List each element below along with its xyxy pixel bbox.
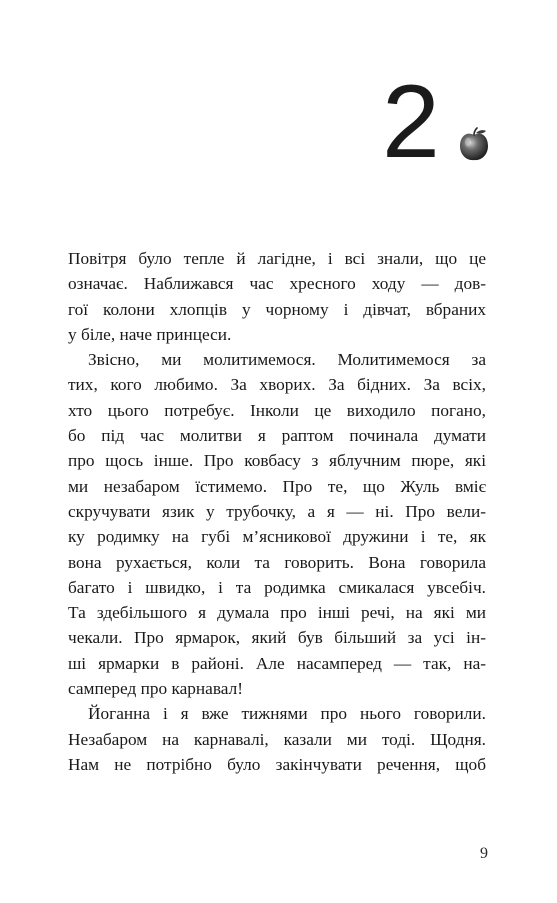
body-text — [68, 246, 486, 777]
text-line: скручувати язик у трубочку, а я — ні. Про вели- — [68, 501, 486, 521]
text-line: багато і швидко, і та родимка смикалася увсебіч. — [68, 577, 486, 597]
text-line: хто цього потребує. Інколи це виходило погано, — [68, 400, 486, 420]
text-line: у біле, наче принцеси. — [68, 324, 232, 344]
text-line: Нам не потрібно було закінчувати речення, щоб — [68, 754, 486, 774]
text-line: ми незабаром їстимемо. Про те, що Жуль вміє — [68, 476, 486, 496]
text-line: гої колони хлопців у чорному і дівчат, вбраних — [68, 299, 486, 319]
text-line: Та здебільшого я думала про інші речі, на які ми — [68, 603, 486, 623]
text-line: бо під час молитви я раптом починала думати — [68, 426, 486, 446]
text-line: Незабаром на карнавалі, казали ми тоді. Щодня. — [68, 729, 486, 749]
text-line: тих, кого любимо. За хворих. За бідних. За всіх, — [68, 375, 486, 395]
text-line: самперед про карнавал! — [68, 679, 243, 699]
text-line: про щось інше. Про ковбасу з яблучним пюре, які — [68, 451, 486, 471]
text-line: чекали. Про ярмарок, який був більший за усі ін- — [68, 628, 486, 648]
text-line: Йоганна і я вже тижнями про нього говорили. — [88, 704, 486, 724]
page-number: 9 — [480, 845, 488, 862]
text-line: означає. Наближався час хресного ходу — дов- — [68, 274, 486, 294]
chapter-heading — [376, 64, 506, 180]
apple-icon — [457, 127, 491, 163]
text-line: ку родимку на губі м’ясникової дружини і те, як — [68, 527, 486, 547]
text-line: вона рухається, коли та говорить. Вона говорила — [68, 552, 486, 572]
text-line: Повітря було тепле й лагідне, і всі знали, що це — [68, 249, 486, 268]
text-line: Звісно, ми молитимемося. Молитимемося за — [88, 350, 486, 370]
chapter-number: 2 — [382, 64, 440, 180]
text-line: ші ярмарки в районі. Але насамперед — так, на- — [68, 653, 486, 673]
